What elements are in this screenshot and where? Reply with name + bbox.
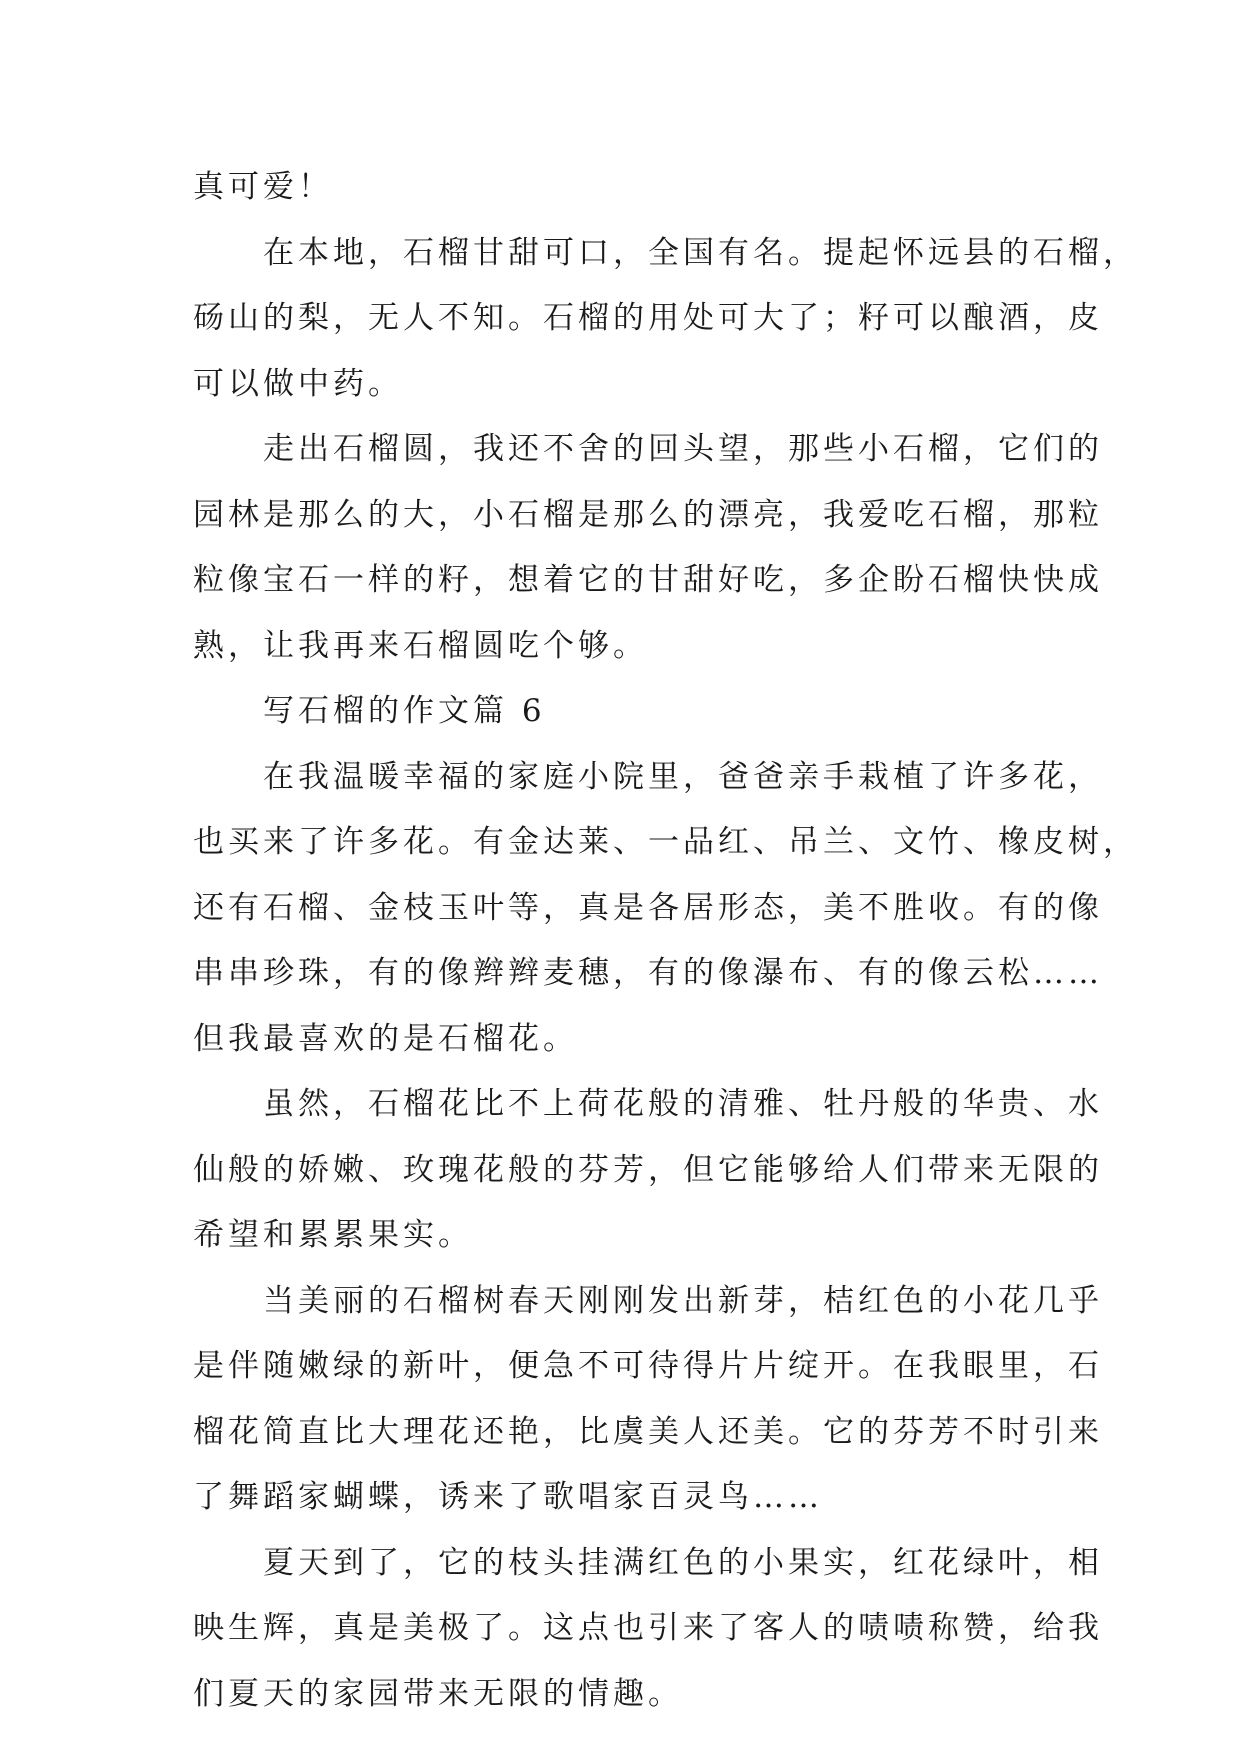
- text-line: 可以做中药。: [193, 365, 403, 402]
- paragraph-start-line: 虽然，石榴花比不上荷花般的清雅、牡丹般的华贵、水: [193, 1086, 1103, 1122]
- text-line: 榴花简直比大理花还艳，比虞美人还美。它的芬芳不时引来: [193, 1413, 1103, 1450]
- text-line: 串串珍珠，有的像辫辫麦穗，有的像瀑布、有的像云松……: [193, 955, 1103, 991]
- essay-body: [193, 155, 1138, 1727]
- paragraph-start-line: 夏天到了，它的枝头挂满红色的小果实，红花绿叶，相: [193, 1544, 1103, 1581]
- text-line: 园林是那么的大，小石榴是那么的漂亮，我爱吃石榴，那粒: [193, 496, 1103, 533]
- text-line: 粒像宝石一样的籽，想着它的甘甜好吃，多企盼石榴快快成: [193, 562, 1103, 598]
- text-line: 但我最喜欢的是石榴花。: [193, 1020, 578, 1057]
- text-line: 了舞蹈家蝴蝶，诱来了歌唱家百灵鸟……: [193, 1479, 823, 1515]
- text-line: 希望和累累果实。: [193, 1217, 473, 1253]
- text-line: 还有石榴、金枝玉叶等，真是各居形态，美不胜收。有的像: [193, 889, 1103, 926]
- section-heading: 写石榴的作文篇 6: [193, 693, 546, 729]
- text-line: 熟，让我再来石榴圆吃个够。: [193, 627, 648, 664]
- paragraph-start-line: 走出石榴圆，我还不舍的回头望，那些小石榴，它们的: [193, 431, 1103, 467]
- text-line: 们夏天的家园带来无限的情趣。: [193, 1675, 683, 1712]
- text-line: 真可爱！: [193, 169, 333, 205]
- text-line: 砀山的梨，无人不知。石榴的用处可大了；籽可以酿酒，皮: [193, 300, 1103, 336]
- text-line: 是伴随嫩绿的新叶，便急不可待得片片绽开。在我眼里，石: [193, 1348, 1103, 1384]
- text-line: 仙般的娇嫩、玫瑰花般的芬芳，但它能够给人们带来无限的: [193, 1151, 1103, 1188]
- paragraph-start-line: 在我温暖幸福的家庭小院里，爸爸亲手栽植了许多花，: [193, 758, 1103, 795]
- text-line: 映生辉，真是美极了。这点也引来了客人的啧啧称赞，给我: [193, 1610, 1103, 1646]
- paragraph-start-line: 当美丽的石榴树春天刚刚发出新芽，桔红色的小花几乎: [193, 1282, 1103, 1319]
- paragraph-start-line: 在本地，石榴甘甜可口，全国有名。提起怀远县的石榴，: [193, 234, 1138, 271]
- text-line: 也买来了许多花。有金达莱、一品红、吊兰、文竹、橡皮树，: [193, 824, 1138, 860]
